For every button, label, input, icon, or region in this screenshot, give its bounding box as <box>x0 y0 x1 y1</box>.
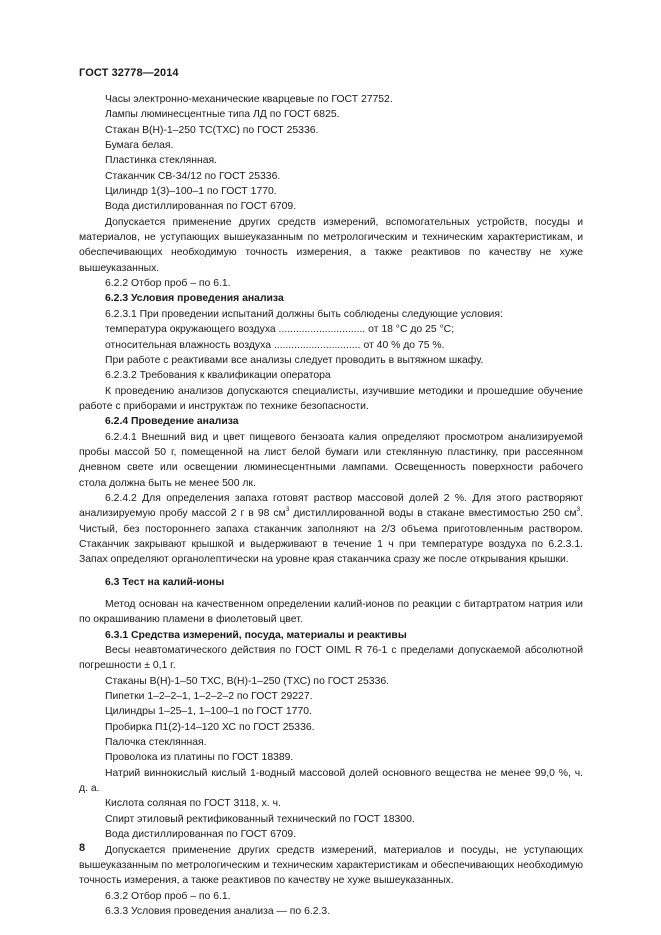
list-item: Лампы люминесцентные типа ЛД по ГОСТ 6825. <box>105 109 340 121</box>
paragraph-natrium: Натрий виннокислый кислый 1-водный массовой долей основного вещества не менее 99,0 %, ч. д. а. <box>79 767 583 795</box>
paragraph-qualification: К проведению анализов допускаются специалисты, изучившие методики и прошедшие обучение работе с приборами и инструктаж по технике безопасности. <box>79 385 583 412</box>
list-item: Палочка стеклянная. <box>105 737 207 749</box>
list-item: Вода дистиллированная по ГОСТ 6709. <box>105 829 297 841</box>
condition-label: температура окружающего воздуха .............................. <box>105 324 366 336</box>
paragraph-sampling-2: 6.3.2 Отбор проб – по 6.1. <box>105 890 231 902</box>
paragraph-odor <box>79 491 583 568</box>
paragraph-sampling: 6.2.2 Отбор проб – по 6.1. <box>105 278 231 290</box>
condition-humidity <box>79 338 583 353</box>
paragraph-appearance: 6.2.4.1 Внешний вид и цвет пищевого бензоата калия определяют просмотром анализируемой пробы массой 50 г, помещенной на лист белой бумаги или стеклянную пластинку, при рассеянном дневном свете или освещении люминесцентными лампами. Освещенность поверхности рабочего стола должна быть не менее 500 лк. <box>79 431 583 489</box>
list-item: Вода дистиллированная по ГОСТ 6709. <box>105 201 297 213</box>
odor-text-part: . Чистый, без постороннего запаха стаканчик заполняют на 2/3 объема приготовленным раствором. Стаканчик закрывают крышкой и выдерживают в течение 1 ч при температуре воздуха по 6.2.3.1. Запах определяют органолептически на уровне края стаканчика сразу же после открывания крышки. <box>79 508 583 566</box>
list-item: Цилиндры 1–25–1, 1–100–1 по ГОСТ 1770. <box>105 706 312 718</box>
condition-value: от 40 % до 75 %. <box>363 339 445 351</box>
condition-label: относительная влажность воздуха .............................. <box>105 339 361 351</box>
list-item: Стаканчик СВ-34/12 по ГОСТ 25336. <box>105 170 281 182</box>
list-item: Стакан В(Н)-1–250 ТС(ТХС) по ГОСТ 25336. <box>105 124 319 136</box>
paragraph-fume-hood: При работе с реактивами все анализы следует проводить в вытяжном шкафу. <box>105 354 484 366</box>
superscript: 3 <box>285 505 290 513</box>
list-item: Спирт этиловый ректификованный технический по ГОСТ 18300. <box>105 813 415 825</box>
odor-text-part: дистиллированной воды в стакане вместимостью 250 см <box>289 508 577 520</box>
document-header: ГОСТ 32778—2014 <box>79 67 179 79</box>
list-item: Цилиндр 1(3)–100–1 по ГОСТ 1770. <box>105 186 277 198</box>
list-item: Проволока из платины по ГОСТ 18389. <box>105 752 294 764</box>
odor-text-part: 6.2.4.2 Для определения запаха готовят раствор массовой долей 2 %. Для этого растворяют анализируемую пробу массой 2 г в 98 см <box>79 492 583 520</box>
section-heading-6-3: 6.3 Тест на калий-ионы <box>105 576 225 588</box>
section-heading-6-3-1: 6.3.1 Средства измерений, посуда, материалы и реактивы <box>105 629 407 641</box>
list-item: Часы электронно-механические кварцевые по ГОСТ 27752. <box>105 94 393 105</box>
page-number: 8 <box>79 842 86 854</box>
paragraph-allowed-2: Допускается применение других средств измерений, материалов и посуды, не уступающих вышеуказанным по метрологическим и техническим характеристикам и обеспечивающих необходимую точность измерения, а также реактивов по качеству не хуже вышеуказанных. <box>79 844 583 887</box>
section-heading-6-2-4: 6.2.4 Проведение анализа <box>105 416 239 428</box>
superscript: 3 <box>576 505 581 513</box>
list-item: Пластинка стеклянная. <box>105 155 217 167</box>
list-item: Бумага белая. <box>105 140 174 152</box>
list-item: Пробирка П1(2)-14–120 ХС по ГОСТ 25336. <box>105 721 315 733</box>
condition-value: от 18 °С до 25 °С; <box>368 324 455 336</box>
paragraph-allowed: Допускается применение других средств измерений, вспомогательных устройств, посуды и материалов, не уступающих вышеуказанным по метрологическим и техническим характеристикам, и обеспечивающих необходимую точность измерения, а также реактивов по качеству не хуже вышеуказанных. <box>79 216 583 274</box>
paragraph-operator-heading: 6.2.3.2 Требования к квалификации оператора <box>105 370 331 382</box>
section-heading-6-2-3: 6.2.3 Условия проведения анализа <box>105 293 284 305</box>
paragraph-conditions-2: 6.3.3 Условия проведения анализа — по 6.2.3. <box>105 905 331 917</box>
condition-temperature <box>79 322 583 337</box>
document-body <box>79 92 583 919</box>
paragraph-method: Метод основан на качественном определении калий-ионов по реакции с битартратом натрия или по окрашиванию пламени в фиолетовый цвет. <box>79 599 583 626</box>
paragraph-conditions: 6.2.3.1 При проведении испытаний должны быть соблюдены следующие условия: <box>105 308 503 320</box>
list-item: Пипетки 1–2–2–1, 1–2–2–2 по ГОСТ 29227. <box>105 691 313 703</box>
list-item: Стаканы В(Н)-1–50 ТХС, В(Н)-1–250 (ТХС) по ГОСТ 25336. <box>105 675 390 687</box>
paragraph-scales: Весы неавтоматического действия по ГОСТ OIML R 76-1 с пределами допускаемой абсолютной погрешности ± 0,1 г. <box>79 645 583 672</box>
list-item: Кислота соляная по ГОСТ 3118, х. ч. <box>105 798 281 810</box>
